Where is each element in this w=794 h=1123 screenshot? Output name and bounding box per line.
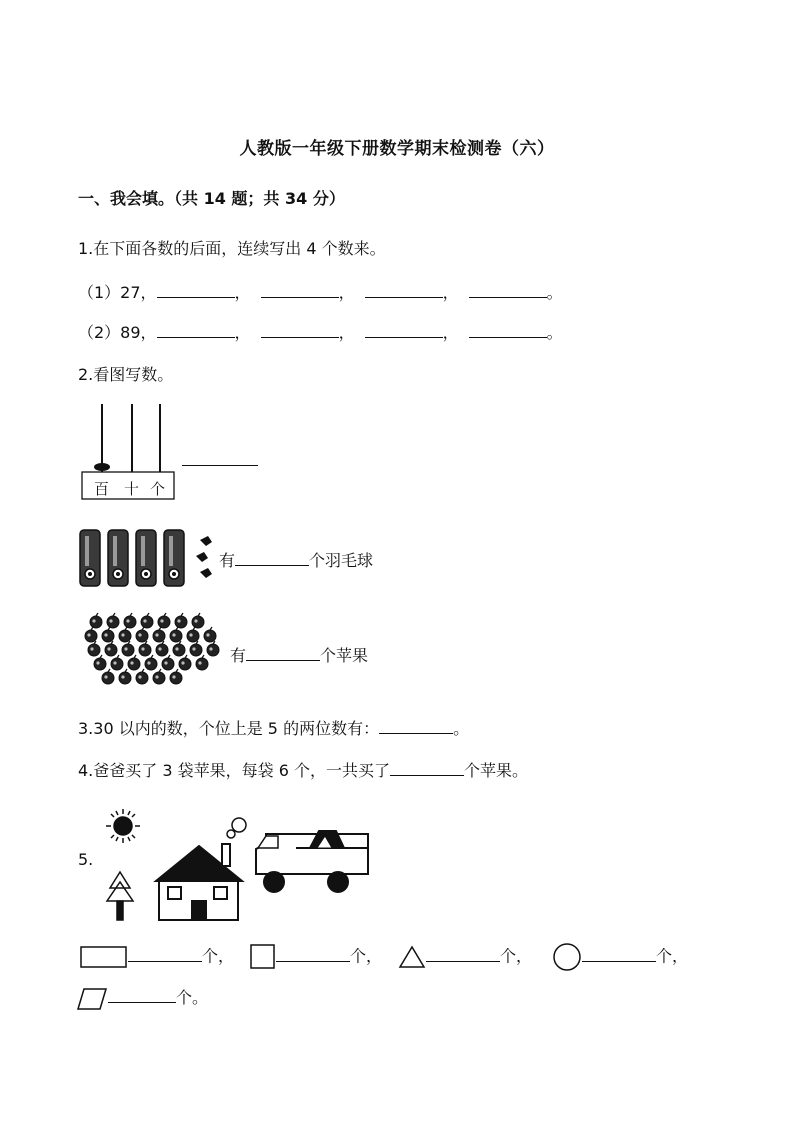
apple-icon <box>179 655 191 670</box>
separator: ， <box>442 283 459 302</box>
apple-icon <box>139 641 151 656</box>
answer-blank[interactable] <box>469 321 547 338</box>
shuttle-question <box>219 548 373 571</box>
abacus-label-hundreds: 百 <box>94 480 110 498</box>
answer-blank[interactable] <box>157 281 235 298</box>
apple-icon <box>122 641 134 656</box>
q1-item-2-label: （2）89， <box>78 323 157 342</box>
answer-blank[interactable] <box>365 321 443 338</box>
apple-icon <box>187 627 199 642</box>
separator: ， <box>442 323 459 342</box>
apple-icon <box>196 655 208 670</box>
circle-icon <box>552 942 582 972</box>
answer-blank[interactable] <box>426 945 500 962</box>
apple-icon <box>153 669 165 684</box>
answer-blank[interactable] <box>582 945 656 962</box>
q1-item-1-label: （1）27， <box>78 283 157 302</box>
tree-icon <box>107 872 133 920</box>
q4-question <box>78 758 528 781</box>
apple-icon <box>162 655 174 670</box>
abacus-label-tens: 十 <box>124 480 140 498</box>
apple-icon <box>102 669 114 684</box>
apple-icon <box>173 641 185 656</box>
apple-icon <box>153 627 165 642</box>
apple-icon <box>119 627 131 642</box>
shape-suffix: 个。 <box>176 988 209 1007</box>
q5-label: 5. <box>78 850 94 869</box>
apple-icon <box>156 641 168 656</box>
apple-icon <box>175 613 187 628</box>
answer-blank[interactable] <box>108 986 176 1003</box>
apple-icon <box>145 655 157 670</box>
apple-icon <box>170 627 182 642</box>
answer-blank[interactable] <box>390 759 464 776</box>
apple-icon <box>204 627 216 642</box>
page-title: 人教版一年级下册数学期末检测卷（六） <box>239 139 555 159</box>
answer-blank[interactable] <box>128 945 202 962</box>
answer-blank[interactable] <box>157 321 235 338</box>
answer-blank[interactable] <box>365 281 443 298</box>
apple-icon <box>136 627 148 642</box>
separator: ， <box>338 323 355 342</box>
apple-icon <box>107 613 119 628</box>
answer-blank[interactable] <box>182 465 258 466</box>
apple-icon <box>124 613 136 628</box>
end-mark: 。 <box>546 323 563 342</box>
apple-icon <box>207 641 219 656</box>
apple-icon <box>94 655 106 670</box>
answer-blank[interactable] <box>246 644 320 661</box>
separator: ， <box>338 283 355 302</box>
apple-icon <box>88 641 100 656</box>
apple-icon <box>102 627 114 642</box>
apple-icon <box>111 655 123 670</box>
shuttle-prefix: 有 <box>219 551 236 570</box>
answer-blank[interactable] <box>261 281 339 298</box>
triangle-icon <box>398 945 426 969</box>
apple-icon <box>136 669 148 684</box>
shape-suffix: 个， <box>202 946 235 966</box>
q4-stem: 4.爸爸买了 3 袋苹果，每袋 6 个，一共买了 <box>78 761 390 780</box>
apple-question <box>230 643 368 666</box>
end-mark: 。 <box>453 719 470 738</box>
truck-icon <box>256 831 368 892</box>
shuttlecock-tubes-illustration <box>78 528 218 590</box>
section-heading: 一、我会填。（共 14 题；共 34 分） <box>78 189 345 208</box>
answer-blank[interactable] <box>379 717 453 734</box>
apple-icon <box>141 613 153 628</box>
answer-blank[interactable] <box>235 549 309 566</box>
apple-icon <box>128 655 140 670</box>
q1-item-2 <box>78 320 563 343</box>
parallelogram-icon <box>76 987 108 1011</box>
apple-icon <box>170 669 182 684</box>
shape-suffix: 个， <box>500 946 533 966</box>
apple-prefix: 有 <box>230 646 247 665</box>
shape-count-row-1 <box>80 942 688 972</box>
q3-question <box>78 716 469 739</box>
abacus-bead <box>94 463 110 471</box>
end-mark: 。 <box>546 283 563 302</box>
q3-stem: 3.30 以内的数，个位上是 5 的两位数有： <box>78 719 380 738</box>
apple-icon <box>105 641 117 656</box>
apple-icon <box>90 613 102 628</box>
house-scene-illustration <box>96 804 376 928</box>
q1-item-1 <box>78 280 563 303</box>
apple-icon <box>192 613 204 628</box>
end-mark: 个苹果。 <box>463 761 528 780</box>
q1-stem: 1.在下面各数的后面，连续写出 4 个数来。 <box>78 239 386 258</box>
answer-blank[interactable] <box>469 281 547 298</box>
sun-icon <box>106 809 140 843</box>
apple-icon <box>119 669 131 684</box>
square-icon <box>250 944 276 970</box>
answer-blank[interactable] <box>261 321 339 338</box>
rectangle-icon <box>80 945 128 969</box>
apple-icon <box>85 627 97 642</box>
shape-count-row-2 <box>76 985 208 1011</box>
shuttle-suffix: 个羽毛球 <box>309 551 374 570</box>
separator: ， <box>234 283 251 302</box>
apple-icon <box>190 641 202 656</box>
house-icon <box>156 818 246 920</box>
apple-pile-illustration <box>78 612 228 692</box>
answer-blank[interactable] <box>276 945 350 962</box>
shape-suffix: 个， <box>656 946 689 966</box>
abacus-label-ones: 个 <box>150 480 166 498</box>
shape-suffix: 个， <box>350 946 383 966</box>
separator: ， <box>234 323 251 342</box>
apple-icon <box>158 613 170 628</box>
apple-suffix: 个苹果 <box>320 646 369 665</box>
q2-stem: 2.看图写数。 <box>78 365 174 384</box>
